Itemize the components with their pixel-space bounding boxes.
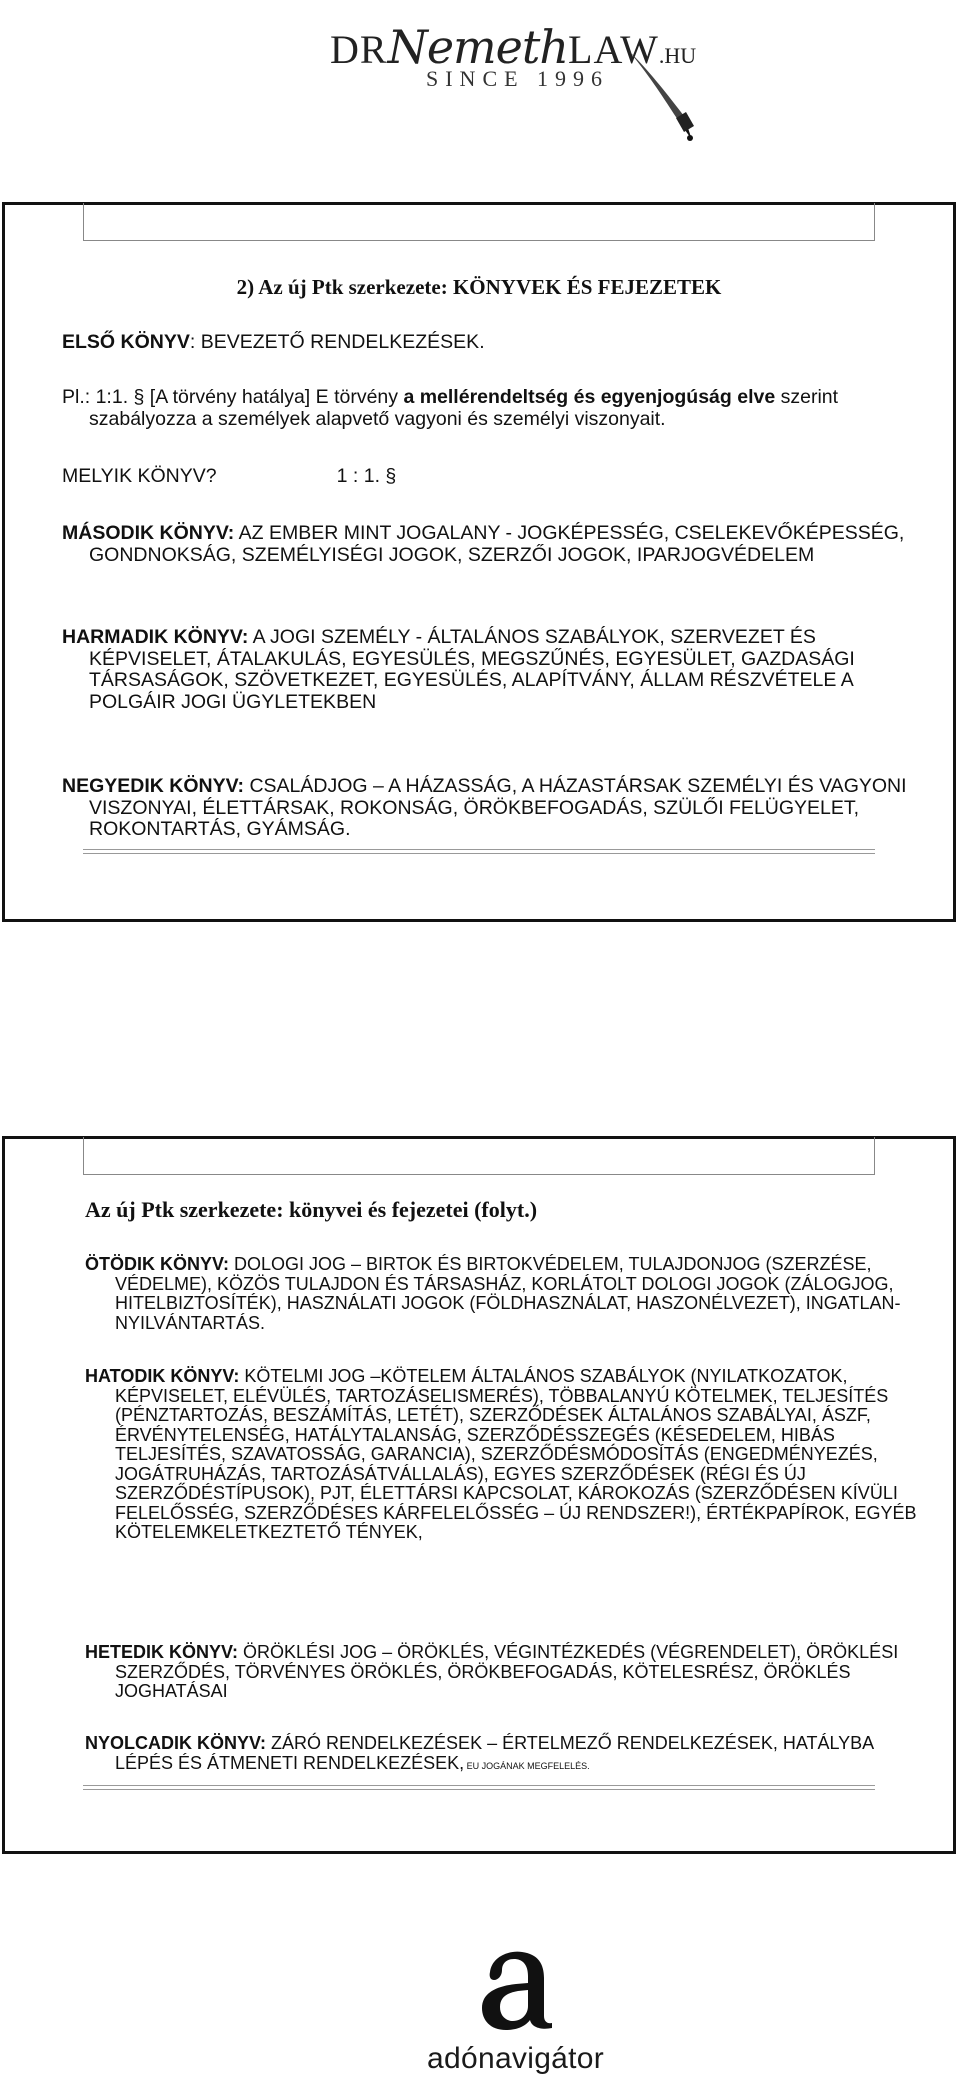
negyedik-konyv-paragraph: NEGYEDIK KÖNYV: CSALÁDJOG – A HÁZASSÁG, A HÁZASTÁRSAK SZEMÉLYI ÉS VAGYONI VISZONYAI, ÉLETTÁRSAK, ROKONSÁG, ÖRÖKBEFOGADÁS, SZÜLŐI FELÜGYELET, ROKONTARTÁS, GYÁMSÁG. [62, 775, 907, 840]
adonavigator-a-icon [480, 1950, 552, 2030]
slide-footer-line [83, 1785, 875, 1790]
logo-wordmark: DRNemethLAW.HU [330, 20, 697, 74]
pl-paragraph: Pl.: 1:1. § [A törvény hatálya] E törvény a mellérendeltség és egyenjogúság elve szerint szabályozza a személyek alapvető vagyoni és személyi viszonyait. [62, 386, 839, 430]
otodik-konyv-paragraph: ÖTÖDIK KÖNYV: DOLOGI JOG – BIRTOK ÉS BIRTOKVÉDELEM, TULAJDONJOG (SZERZÉSE, VÉDELME), KÖZÖS TULAJDON ÉS TÁRSASHÁZ, KORLÁTOLT DOLOGI JOGOK (ZÁLOGJOG, HITELBIZTOSÍTÉK), HASZNÁLATI JOGOK (FÖLDHASZNÁLAT, HASZONÉLVEZET), INGATLAN-NYILVÁNTARTÁS. [85, 1254, 901, 1333]
slide-title: Az új Ptk szerkezete: könyvei és fejezetei (folyt.) [85, 1197, 538, 1222]
nyolcadik-konyv-paragraph: NYOLCADIK KÖNYV: ZÁRÓ RENDELKEZÉSEK – ÉRTELMEZŐ RENDELKEZÉSEK, HATÁLYBA LÉPÉS ÉS ÁTMENETI RENDELKEZÉSEK, EU JOGÁNAK MEGFELELÉS. [85, 1733, 874, 1773]
harmadik-konyv-paragraph: HARMADIK KÖNYV: A JOGI SZEMÉLY - ÁLTALÁNOS SZABÁLYOK, SZERVEZET ÉS KÉPVISELET, ÁTALAKULÁS, EGYESÜLÉS, MEGSZŰNÉS, EGYESÜLET, GAZDASÁGI TÁRSASÁGOK, SZÖVETKEZET, EGYESÜLÉS, ALAPÍTVÁNY, ÁLLAM RÉSZVÉTELE A POLGÁIR JOGI ÜGYLETEKBEN [62, 626, 855, 713]
hetedik-konyv-paragraph: HETEDIK KÖNYV: ÖRÖKLÉSI JOG – ÖRÖKLÉS, VÉGINTÉZKEDÉS (VÉGRENDELET), ÖRÖKLÉSI SZERZŐDÉS, TÖRVÉNYES ÖRÖKLÉS, ÖRÖKBEFOGADÁS, KÖTELESRÉSZ, ÖRÖKLÉS JOGHATÁSAI [85, 1642, 899, 1701]
melyik-konyv-line: MELYIK KÖNYV? 1 : 1. § [62, 465, 397, 487]
drnemethlaw-logo [320, 8, 720, 148]
slide-2 [2, 1136, 956, 1854]
slide-1 [2, 202, 956, 922]
slide-header-box [83, 203, 875, 241]
adonavigator-wordmark: adónavigátor [427, 2042, 605, 2075]
slide-header-box [83, 1137, 875, 1175]
hatodik-konyv-paragraph: HATODIK KÖNYV: KÖTELMI JOG –KÖTELEM ÁLTALÁNOS SZABÁLYOK (NYILATKOZATOK, KÉPVISELET, ELÉVÜLÉS, TARTOZÁSELISMERÉS), TÖBBALANYÚ KÖTELMEK, TELJESÍTÉS (PÉNZTARTOZÁS, BESZÁMÍTÁS, LETÉT), SZERZŐDÉSEK ÁLTALÁNOS SZABÁLYAI, ÁSZF, ÉRVÉNYTELENSÉG, HATÁLYTALANSÁG, SZERZŐDÉSSZEGÉS (KÉSEDELEM, HIBÁS TELJESÍTÉS, SZAVATOSSÁG, GARANCIA), SZERZŐDÉSMÓDOSÍTÁS (ENGEDMÉNYEZÉS, JOGÁTRUHÁZÁS, TARTOZÁSÁTVÁLLALÁS), EGYES SZERZŐDÉSEK (RÉGI ÉS ÚJ SZERZŐDÉSTÍPUSOK), PJT, ÉLETTÁRSI KAPCSOLAT, KÁROKOZÁS (SZERZŐDÉSEN KÍVÜLI FELELŐSSÉG, SZERZŐDÉSES KÁRFELELŐSSÉG – ÚJ RENDSZER!), ÉRTÉKPAPÍROK, EGYÉB KÖTELEMKELETKEZTETŐ TÉNYEK, [85, 1366, 917, 1542]
logo-since-text: SINCE 1996 [426, 66, 610, 91]
fountain-pen-icon [620, 46, 700, 146]
slide-footer-line [83, 849, 875, 854]
masodik-konyv-paragraph: MÁSODIK KÖNYV: AZ EMBER MINT JOGALANY - JOGKÉPESSÉG, CSELEKEVŐKÉPESSÉG, GONDNOKSÁG, SZEMÉLYISÉGI JOGOK, SZERZŐI JOGOK, IPARJOGVÉDELEM [62, 522, 905, 566]
slide-title: 2) Az új Ptk szerkezete: KÖNYVEK ÉS FEJEZETEK [236, 275, 722, 299]
elso-konyv-line: ELSŐ KÖNYV: BEVEZETŐ RENDELKEZÉSEK. [62, 331, 485, 353]
adonavigator-logo [410, 1950, 610, 2080]
